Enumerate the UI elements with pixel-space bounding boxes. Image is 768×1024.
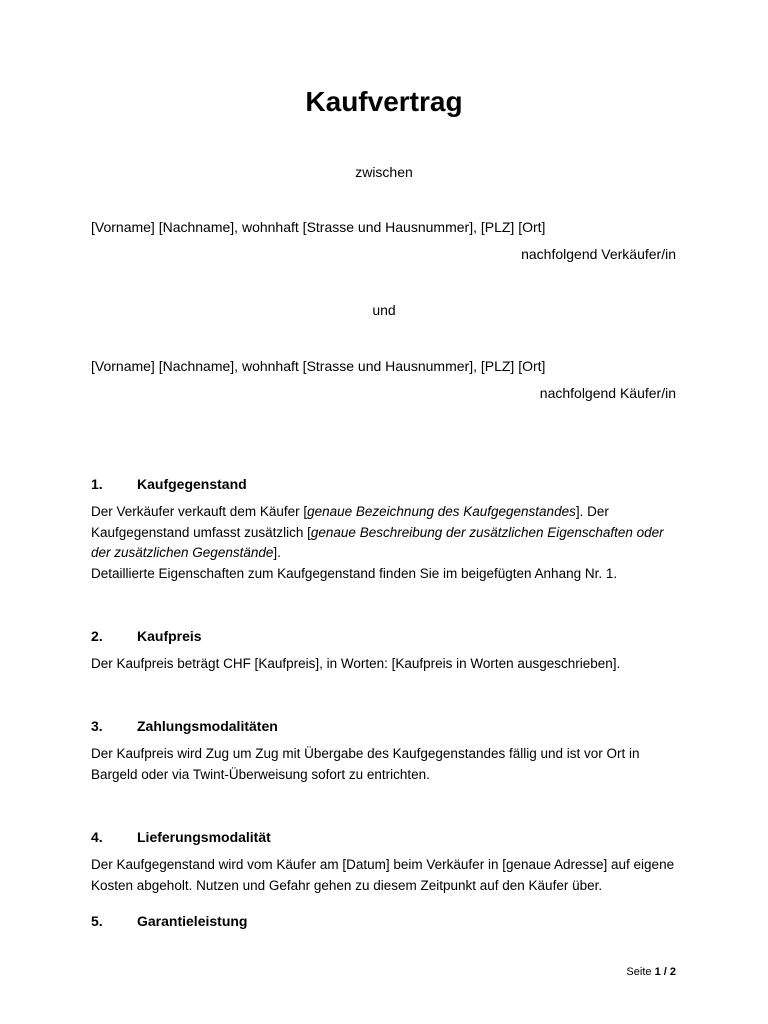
- text-run: ].: [273, 545, 281, 560]
- section-paragraph: Der Kaufpreis beträgt CHF [Kaufpreis], in Worten: [Kaufpreis in Worten ausgeschrieben].: [91, 656, 621, 671]
- placeholder-italic: genaue Bezeichnung des Kaufgegenstandes: [307, 504, 576, 519]
- section-heading-1: [91, 476, 247, 492]
- buyer-role: nachfolgend Käufer/in: [539, 385, 676, 401]
- section-heading-4: [91, 829, 271, 845]
- section-body-3: [91, 744, 681, 785]
- section-heading-3: [91, 718, 278, 734]
- section-body-1: [91, 502, 681, 584]
- section-body-2: [91, 654, 681, 675]
- current-page: 1: [654, 966, 661, 978]
- text-run: Der Verkäufer verkauft dem Käufer [: [91, 504, 308, 519]
- section-number: 2.: [91, 628, 103, 644]
- section-heading-2: [91, 628, 202, 644]
- page-separator: /: [663, 966, 667, 978]
- total-pages: 2: [669, 966, 676, 978]
- page-number-footer: [626, 966, 676, 978]
- section-paragraph: [91, 502, 681, 564]
- section-body-4: [91, 855, 681, 896]
- document-title: Kaufvertrag: [305, 86, 463, 117]
- section-paragraph: Der Kaufgegenstand wird vom Käufer am [Datum] beim Verkäufer in [genaue Adresse] auf eigene Kosten abgeholt. Nutzen und Gefahr gehen zu diesem Zeitpunkt auf den Käufer über.: [91, 857, 675, 893]
- between-label: zwischen: [355, 164, 413, 180]
- section-number: 1.: [91, 476, 103, 492]
- buyer-address: [Vorname] [Nachname], wohnhaft [Strasse und Hausnummer], [PLZ] [Ort]: [91, 358, 546, 374]
- section-number: 5.: [91, 913, 103, 929]
- section-title: Kaufpreis: [137, 628, 202, 644]
- section-number: 4.: [91, 829, 103, 845]
- section-heading-5: [91, 913, 247, 929]
- section-title: Lieferungsmodalität: [137, 829, 271, 845]
- seller-role: nachfolgend Verkäufer/in: [521, 246, 676, 262]
- section-title: Zahlungsmodalitäten: [137, 718, 278, 734]
- page-label: Seite: [626, 966, 652, 978]
- section-title: Garantieleistung: [137, 913, 248, 929]
- placeholder-italic: genaue Beschreibung der zusätzlichen Eigenschaften oder der zusätzlichen Gegenstände: [91, 524, 664, 560]
- seller-address: [Vorname] [Nachname], wohnhaft [Strasse und Hausnummer], [PLZ] [Ort]: [91, 219, 546, 235]
- section-paragraph: Detaillierte Eigenschaften zum Kaufgegenstand finden Sie im beigefügten Anhang Nr. 1.: [91, 565, 618, 581]
- section-number: 3.: [91, 718, 103, 734]
- section-paragraph: Der Kaufpreis wird Zug um Zug mit Übergabe des Kaufgegenstandes fällig und ist vor Ort in Bargeld oder via Twint-Überweisung sofort zu entrichten.: [91, 746, 640, 782]
- text-run: ]. Der Kaufgegenstand umfasst zusätzlich [: [91, 504, 609, 540]
- and-label: und: [372, 302, 396, 318]
- section-title: Kaufgegenstand: [137, 476, 247, 492]
